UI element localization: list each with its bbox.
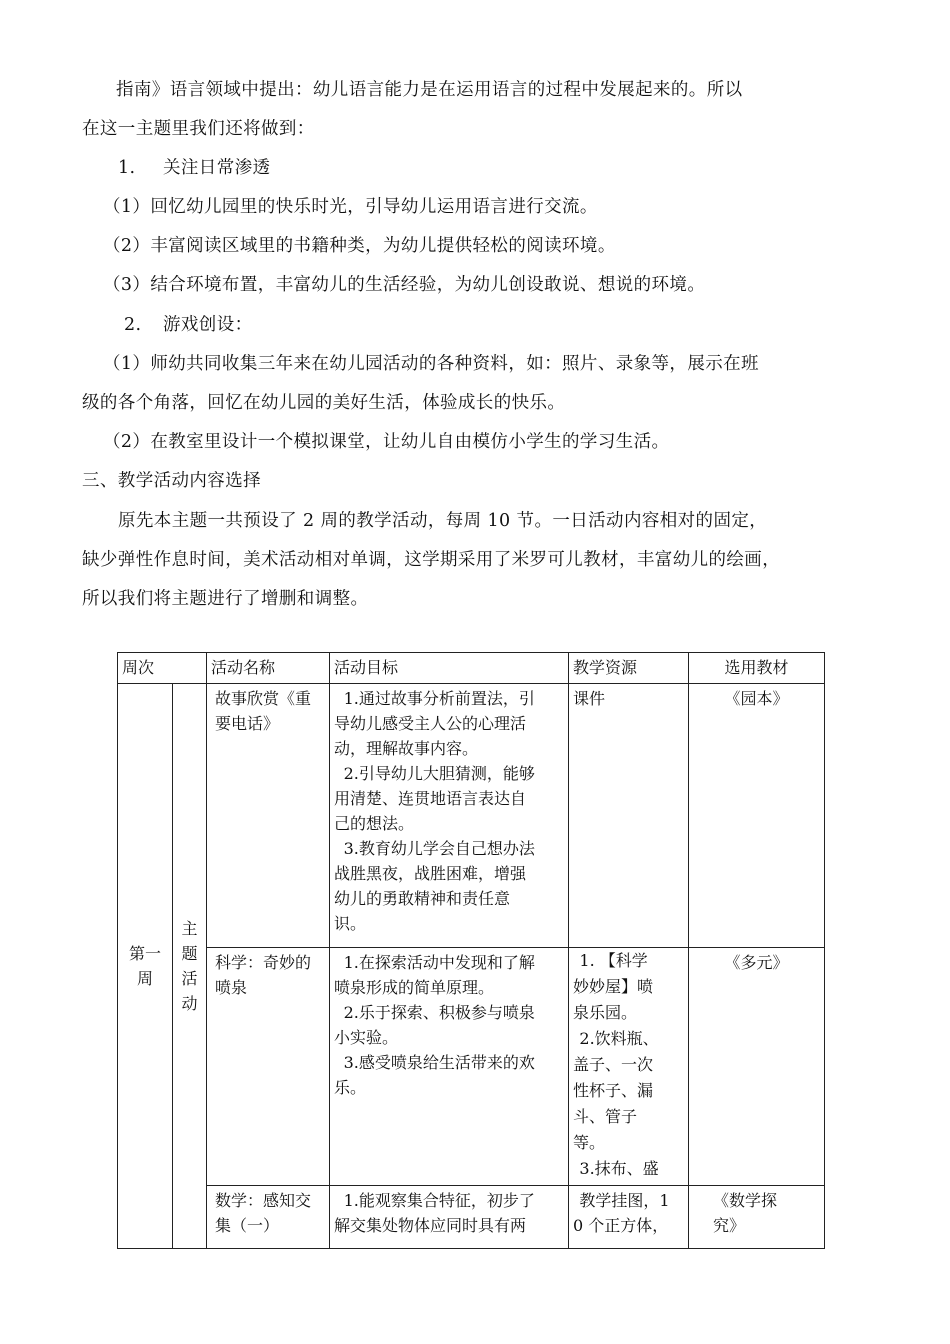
resource-item: 3.抹布、盛 — [579, 1159, 659, 1178]
activity-name-cell: 数学：感知交 集（一） — [207, 1186, 330, 1249]
resource-item: 教学挂图，1 0 个正方体， — [573, 1191, 670, 1235]
goal-item: 1.能观察集合特征，初步了 解交集处物体应同时具有两 — [334, 1191, 535, 1235]
list-subitem: （2）在教室里设计一个模拟课堂，让幼儿自由模仿小学生的学习生活。 — [103, 432, 670, 452]
list-subitem: （2）丰富阅读区域里的书籍种类，为幼儿提供轻松的阅读环境。 — [103, 236, 616, 256]
resource-cell — [569, 948, 689, 1186]
paragraph-line: 在这一主题里我们还将做到： — [82, 119, 315, 139]
material-cell: 《数学探 究》 — [689, 1186, 825, 1249]
header-week: 周次 — [118, 653, 207, 684]
list-subitem: （1）回忆幼儿园里的快乐时光，引导幼儿运用语言进行交流。 — [103, 197, 598, 217]
week-cell: 第一 周 — [118, 684, 173, 1249]
category-cell: 主 题 活 动 — [173, 684, 207, 1249]
paragraph-line: 缺少弹性作息时间，美术活动相对单调，这学期采用了米罗可儿教材，丰富幼儿的绘画， — [82, 550, 781, 570]
header-activity-goal: 活动目标 — [330, 653, 569, 684]
list-heading: 关注日常渗透 — [163, 158, 271, 178]
section-heading: 三、教学活动内容选择 — [82, 471, 261, 491]
goal-item: 3.教育幼儿学会自己想办法 战胜黑夜，战胜困难，增强 幼儿的勇敢精神和责任意 识。 — [334, 839, 535, 933]
material-cell: 《园本》 — [689, 684, 825, 948]
activity-goal-cell — [330, 1186, 569, 1249]
resource-cell — [569, 684, 689, 948]
activity-name-cell: 科学：奇妙的 喷泉 — [207, 948, 330, 1186]
list-subitem: （3）结合环境布置，丰富幼儿的生活经验，为幼儿创设敢说、想说的环境。 — [103, 275, 706, 295]
resource-cell — [569, 1186, 689, 1249]
resource-item: 1. 【科学 妙妙屋】喷 泉乐园。 — [573, 951, 654, 1022]
list-subitem: （1）师幼共同收集三年来在幼儿园活动的各种资料，如：照片、录象等，展示在班 — [103, 354, 759, 374]
table-row — [118, 684, 825, 948]
paragraph-line: 级的各个角落，回忆在幼儿园的美好生活，体验成长的快乐。 — [82, 393, 566, 413]
activity-table — [117, 652, 825, 1249]
list-number: 2. — [124, 315, 142, 335]
header-activity-name: 活动名称 — [207, 653, 330, 684]
list-heading: 游戏创设： — [163, 315, 253, 335]
goal-item: 1.通过故事分析前置法，引 导幼儿感受主人公的心理活 动，理解故事内容。 — [334, 689, 535, 758]
header-material: 选用教材 — [689, 653, 825, 684]
goal-item: 2.引导幼儿大胆猜测，能够 用清楚、连贯地语言表达自 己的想法。 — [334, 764, 535, 833]
resource-item: 2.饮料瓶、 盖子、一次 性杯子、漏 斗、管子 等。 — [573, 1029, 659, 1152]
goal-item: 2.乐于探索、积极参与喷泉 小实验。 — [334, 1003, 535, 1047]
list-number: 1. — [118, 158, 136, 178]
goal-item: 1.在探索活动中发现和了解 喷泉形成的简单原理。 — [334, 953, 535, 997]
table-row — [118, 1186, 825, 1249]
header-resource: 教学资源 — [569, 653, 689, 684]
table-header-row — [118, 653, 825, 684]
resource-item: 课件 — [573, 689, 606, 708]
goal-item: 3.感受喷泉给生活带来的欢 乐。 — [334, 1053, 535, 1097]
material-cell: 《多元》 — [689, 948, 825, 1186]
paragraph-line: 所以我们将主题进行了增删和调整。 — [82, 589, 369, 609]
activity-name-cell: 故事欣赏《重 要电话》 — [207, 684, 330, 948]
table-row — [118, 948, 825, 1186]
paragraph-line: 原先本主题一共预设了 2 周的教学活动，每周 10 节。一日活动内容相对的固定， — [118, 511, 768, 531]
activity-goal-cell — [330, 948, 569, 1186]
paragraph-line: 指南》语言领域中提出：幼儿语言能力是在运用语言的过程中发展起来的。所以 — [116, 80, 743, 100]
activity-goal-cell — [330, 684, 569, 948]
